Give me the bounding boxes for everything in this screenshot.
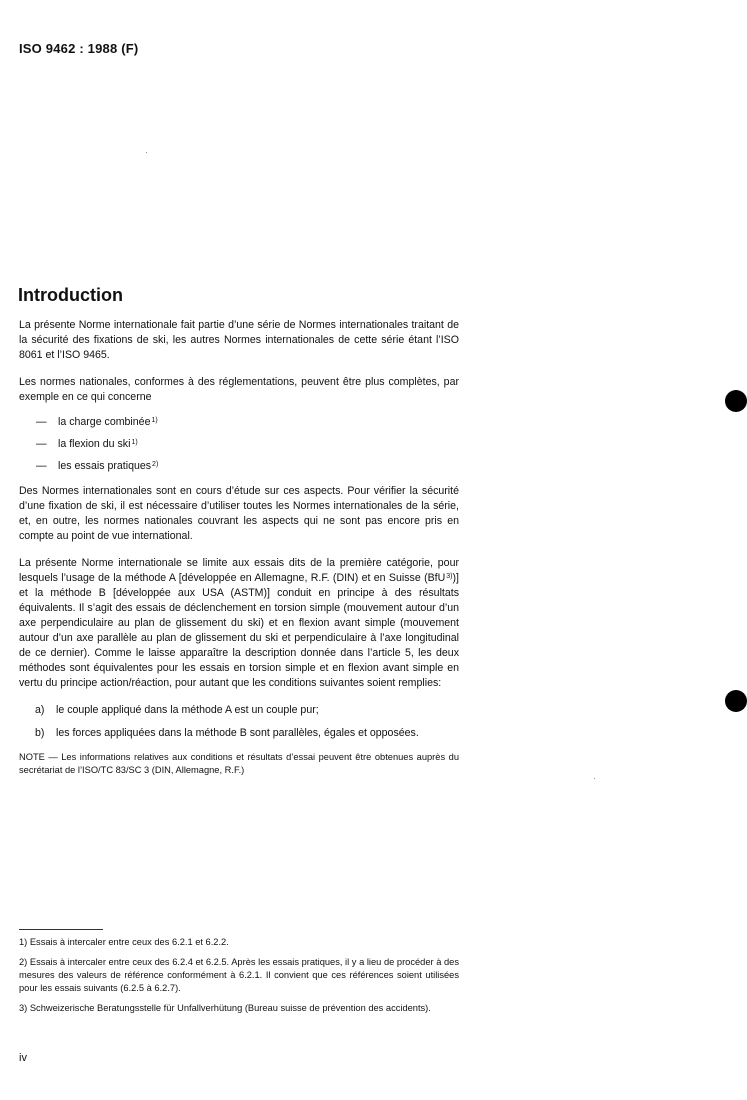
paragraph-methods xyxy=(19,556,459,691)
conditions-list xyxy=(19,703,459,741)
footnote: 2) Essais à intercaler entre ceux des 6.2.4 et 6.2.5. Après les essais pratiques, il y a lieu de procéder à des mesures des valeurs de référence conformément à 6.2.1. Il convient que ces références soient utilisées pour les essais suivants (6.2.5 à 6.2.7). xyxy=(19,957,459,993)
list-item-text: la flexion du ski xyxy=(58,438,131,450)
list-item xyxy=(19,415,459,430)
list-marker: — xyxy=(36,438,47,450)
footnote-ref: 1) xyxy=(131,439,138,446)
list-marker: b) xyxy=(35,727,45,739)
list-item-text: les forces appliquées dans la méthode B sont parallèles, égales et opposées. xyxy=(56,727,419,739)
footnote-ref: 1) xyxy=(151,417,158,424)
list-marker: — xyxy=(36,460,47,472)
footnote: 3) Schweizerische Beratungsstelle für Unfallverhütung (Bureau suisse de prévention des accidents). xyxy=(19,1003,431,1013)
list-item-text: la charge combinée xyxy=(58,416,151,428)
list-item-text: le couple appliqué dans la méthode A est un couple pur; xyxy=(56,704,319,716)
list-item xyxy=(19,726,459,741)
footnote-ref: 2) xyxy=(152,461,159,468)
document-header: ISO 9462 : 1988 (F) xyxy=(19,41,139,56)
page-number: iv xyxy=(19,1052,27,1064)
section-title: Introduction xyxy=(18,285,123,305)
punch-hole xyxy=(725,690,747,712)
list-marker: — xyxy=(36,416,47,428)
list-item xyxy=(19,459,459,474)
list-item xyxy=(19,703,459,718)
footnote-divider xyxy=(19,929,103,930)
dash-list xyxy=(19,415,459,474)
list-marker: a) xyxy=(35,704,45,716)
body-text xyxy=(19,318,459,789)
paragraph-methods-part-1: La présente Norme internationale se limite aux essais dits de la première catégorie, pour lesquels l’usage de la méthode A [développée en Allemagne, R.F. (DIN) et en Suisse (BfU xyxy=(19,557,459,584)
note: NOTE — Les informations relatives aux conditions et résultats d’essai peuvent être obtenues auprès du secrétariat de l’ISO/TC 83/SC 3 (DIN, Allemagne, R.F.) xyxy=(19,752,459,775)
footnote-ref: 3) xyxy=(446,573,453,580)
list-item xyxy=(19,437,459,452)
paragraph-study: Des Normes internationales sont en cours d’étude sur ces aspects. Pour vérifier la sécurité d’une fixation de ski, il est nécessaire d’utiliser toutes les Normes internationales de la série, et, en outre, les normes nationales couvrant les aspects qui ne sont pas encore pris en compte au point de vue international. xyxy=(19,485,459,542)
paragraph-methods-part-2: )] et la méthode B [développée aux USA (ASTM)] conduit en principe à des résultats équivalents. Il s’agit des essais de déclenchement en torsion simple (mouvement autour d’un axe perpendiculaire au plan de glissement du ski) et en flexion avant simple (mouvement autour d’un axe parallèle au plan de glissement du ski et perpendiculaire à l’axe longitudinal de ce dernier). Comme le laisse apparaître la description donnée dans l’article 5, les deux méthodes sont équivalentes pour les essais en torsion simple et en flexion avant simple en vertu du principe action/réaction, pour autant que les conditions suivantes soient remplies: xyxy=(19,572,459,689)
list-item-text: les essais pratiques xyxy=(58,460,152,472)
punch-hole xyxy=(725,390,747,412)
paragraph-national-standards: Les normes nationales, conformes à des réglementations, peuvent être plus complètes, par exemple en ce qui concerne xyxy=(19,376,459,403)
paragraph-scope: La présente Norme internationale fait partie d’une série de Normes internationales traitant de la sécurité des fixations de ski, les autres Normes internationales de cette série étant l’ISO 8061 et l’ISO 9465. xyxy=(19,319,459,361)
scan-speck xyxy=(594,778,595,779)
footnote: 1) Essais à intercaler entre ceux des 6.2.1 et 6.2.2. xyxy=(19,937,229,947)
scan-speck xyxy=(146,152,147,153)
footnotes xyxy=(19,936,459,1022)
